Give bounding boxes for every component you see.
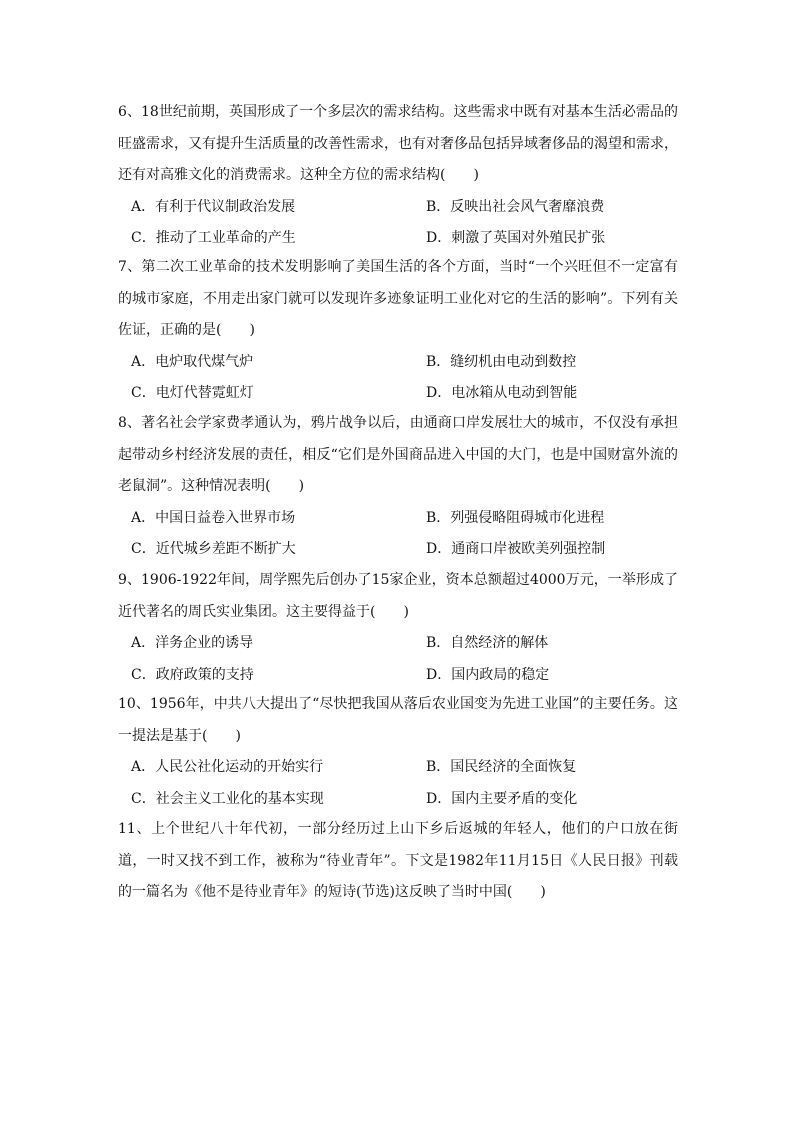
- question-stem: 10、1956年，中共八大提出了“尽快把我国从落后农业国变为先进工业国”的主要任务。这一提法是基于( ): [118, 696, 678, 744]
- option-d: D．国内主要矛盾的变化: [426, 790, 578, 807]
- question-stem: 7、第二次工业革命的技术发明影响了美国生活的各个方面，当时“一个兴旺但不一定富有的城市家庭，不用走出家门就可以发现许多迹象证明工业化对它的生活的影响”。下列有关佐证，正确的是( ): [118, 259, 678, 338]
- option-a: A．洋务企业的诱导: [131, 635, 254, 651]
- option-b: B．国民经济的全面恢复: [426, 759, 577, 775]
- option-b: B．自然经济的解体: [426, 635, 549, 651]
- question-stem: 9、1906-1922年间，周学熙先后创办了15家企业，资本总额超过4000万元，一举形成了近代著名的周氏实业集团。这主要得益于( ): [118, 572, 678, 620]
- question-10: [118, 689, 678, 815]
- options-grid: [118, 503, 678, 566]
- option-c: C．推动了工业革命的产生: [131, 230, 296, 246]
- options-grid: [118, 628, 678, 691]
- option-d: D．电冰箱从电动到智能: [426, 385, 578, 401]
- option-a: A．人民公社化运动的开始实行: [131, 759, 324, 775]
- question-8: [118, 408, 678, 566]
- option-c: C．社会主义工业化的基本实现: [131, 790, 324, 807]
- question-stem: 8、著名社会学家费孝通认为，鸦片战争以后，由通商口岸发展壮大的城市，不仅没有承担起带动乡村经济发展的责任，相反“它们是外国商品进入中国的大门，也是中国财富外流的老鼠洞”。这种情况表明( ): [118, 415, 678, 494]
- option-b: B．反映出社会风气奢靡浪费: [426, 198, 605, 215]
- option-c: C．近代城乡差距不断扩大: [131, 541, 296, 557]
- option-a: A．中国日益卷入世界市场: [131, 509, 296, 526]
- option-a: A．电炉取代煤气炉: [131, 353, 254, 370]
- option-c: C．政府政策的支持: [131, 666, 254, 683]
- question-11: [118, 814, 678, 909]
- options-grid: [118, 752, 678, 815]
- option-a: A．有利于代议制政治发展: [131, 198, 296, 215]
- question-7: [118, 252, 678, 410]
- option-c: C．电灯代替霓虹灯: [131, 385, 254, 401]
- option-d: D．通商口岸被欧美列强控制: [426, 541, 606, 557]
- options-grid: [118, 192, 678, 255]
- option-d: D．刺激了英国对外殖民扩张: [426, 230, 606, 246]
- option-b: B．缝纫机由电动到数控: [426, 353, 577, 370]
- option-b: B．列强侵略阻碍城市化进程: [426, 509, 605, 526]
- question-stem: 11、上个世纪八十年代初，一部分经历过上山下乡后返城的年轻人，他们的户口放在街道，一时又找不到工作，被称为“待业青年”。下文是1982年11月15日《人民日报》刊载的一篇名为《他不是待业青年》的短诗(节选)这反映了当时中国( ): [118, 821, 678, 900]
- question-9: [118, 565, 678, 691]
- options-grid: [118, 347, 678, 410]
- option-d: D．国内政局的稳定: [426, 666, 550, 683]
- question-6: [118, 97, 678, 255]
- question-stem: 6、18世纪前期，英国形成了一个多层次的需求结构。这些需求中既有对基本生活必需品的旺盛需求，又有提升生活质量的改善性需求，也有对奢侈品包括异域奢侈品的渴望和需求，还有对高雅文化的消费需求。这种全方位的需求结构( ): [118, 104, 678, 183]
